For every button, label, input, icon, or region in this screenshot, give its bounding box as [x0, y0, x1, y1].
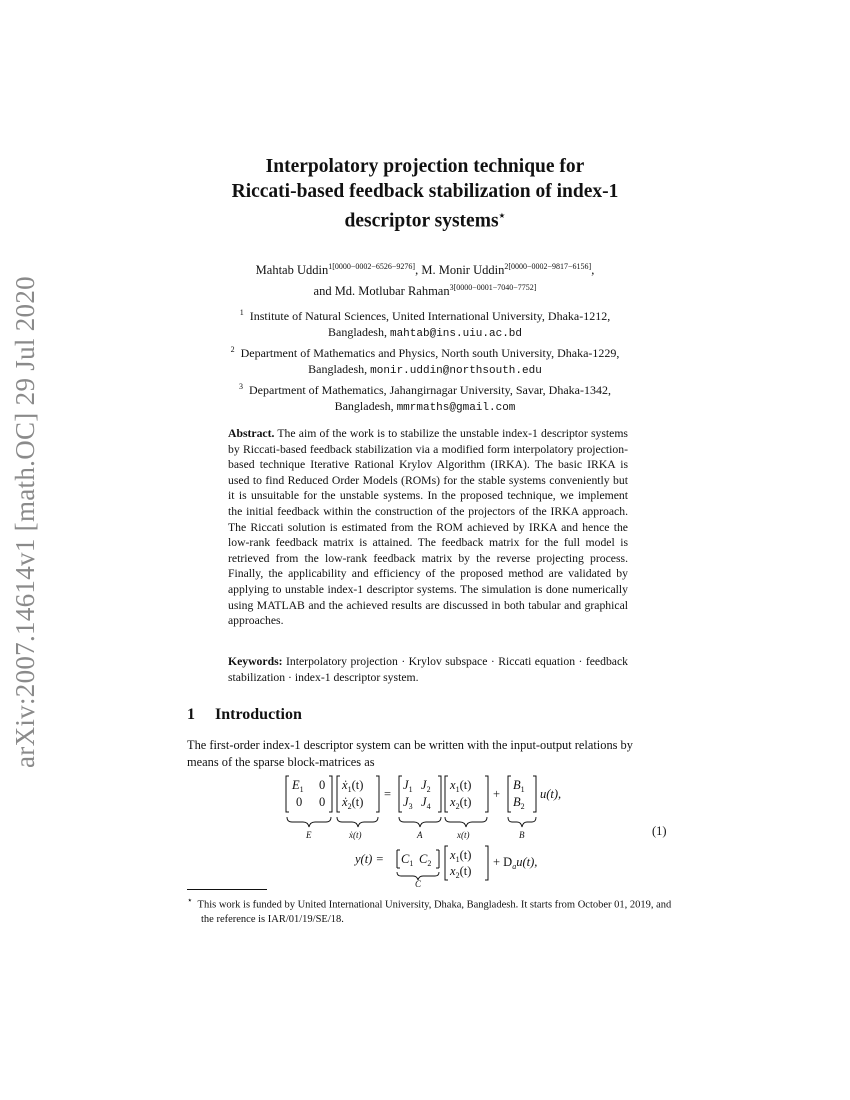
abstract-label: Abstract. [228, 427, 275, 440]
equation-1 [285, 772, 585, 887]
eq-J3: $J_3$ [403, 795, 413, 811]
eq-label-x: x(t) [457, 830, 470, 840]
keywords [228, 654, 628, 685]
affil-place: Bangladesh, [334, 399, 397, 413]
title-star: ⋆ [498, 210, 506, 222]
abstract-text: The aim of the work is to stabilize the unstable index-1 descriptor systems by Riccati-based feedback stabilization via a modified form interpolatory projection-based technique Iterative Rational Krylov Algorithm (IRKA). The basic IRKA is used to find Reduced Order Models (ROMs) for the stable systems conveniently but it is unsuitable for the unstable systems. In the proposed technique, we implement the initial feedback within the construction of the projectors of the IRKA approach. The Riccati solution is estimated from the ROM achieved by IRKA and hence the low-rank feedback matrix is attained. The feedback matrix for the full model is retrieved from the low-rank feedback matrix by the reverse projecting process. Finally, the applicability and efficiency of the proposed method are validated by applying to unstable index-1 descriptor systems. The simulation is done numerically using MATLAB and the achieved results are discussed in both tabular and graphical approaches. [228, 427, 628, 628]
eq-xdot1: ẋ$_1$(t) [342, 778, 364, 794]
eq-C2: $C_2$ [419, 852, 432, 868]
arxiv-id: arXiv:2007.14614v1 [math.OC] 29 Jul 2020 [10, 276, 40, 768]
abstract [228, 426, 628, 629]
affil-place: Bangladesh, [308, 362, 371, 376]
footnote-text: This work is funded by United International University, Dhaka, Bangladesh. It starts from October 01, 2019, and the reference is IAR/01/19/SE/18. [197, 899, 672, 925]
eq-label-xdot: ẋ(t) [349, 830, 362, 840]
keywords-label: Keywords: [228, 655, 283, 668]
eq-J2: $J_2$ [421, 778, 431, 794]
footnote-rule [187, 889, 267, 890]
affil-email: monir.uddin@northsouth.edu [370, 365, 542, 377]
author-line-2 [185, 279, 665, 300]
affil-place: Bangladesh, [327, 325, 390, 339]
affil-line: Institute of Natural Sciences, United International University, Dhaka-1212, [249, 309, 611, 323]
eq-B2: $B_2$ [513, 795, 525, 811]
affil-num: 1 [239, 308, 244, 317]
eq-yt: y(t) = [355, 852, 384, 866]
intro-paragraph: The first-order index-1 descriptor system can be written with the input-output relations by means of the sparse block-matrices as [187, 738, 633, 769]
author-list [185, 258, 665, 300]
section-number: 1 [187, 706, 195, 723]
eq-x2: $x_2(t)$ [450, 795, 472, 811]
eq-x1: $x_1(t)$ [450, 778, 472, 794]
title-line-3 [185, 204, 665, 234]
section-title: Introduction [215, 706, 302, 723]
eq-y-x2: $x_2(t)$ [450, 864, 472, 880]
eq-E21: 0 [296, 795, 303, 809]
title-line-1: Interpolatory projection technique for [265, 156, 585, 177]
eq-B1: $B_1$ [513, 778, 525, 794]
eq-plus: + [493, 787, 501, 801]
eq-equals: = [384, 787, 392, 801]
eq-E22: 0 [319, 795, 326, 809]
eq-ut: u(t), [540, 787, 562, 801]
eq-J4: $J_4$ [421, 795, 431, 811]
title-line-3-text: descriptor systems [344, 210, 499, 232]
affiliation [185, 342, 665, 379]
eq-E12: 0 [319, 778, 326, 792]
affil-line: Department of Mathematics and Physics, North south University, Dhaka-1229, [240, 346, 620, 360]
affil-line: Department of Mathematics, Jahangirnagar University, Savar, Dhaka-1342, [249, 383, 611, 397]
affil-email: mahtab@ins.uiu.ac.bd [389, 328, 523, 340]
eq-xdot2: ẋ$_2$(t) [342, 795, 364, 811]
equation-number: (1) [652, 824, 667, 838]
author-sep: , [591, 263, 595, 278]
author-3: and Md. Motlubar Rahman [313, 284, 450, 299]
eq-C1: $C_1$ [401, 852, 414, 868]
eq-D-term: + $D_au(t)$, [493, 855, 538, 871]
author-1: Mahtab Uddin [255, 263, 329, 278]
paper-title [185, 154, 665, 234]
affil-num: 2 [230, 345, 235, 354]
eq-label-A: A [417, 830, 423, 840]
footnote [187, 893, 681, 928]
eq-E11: $E_1$ [292, 778, 304, 794]
author-2-orcid: 2[0000−0002−9817−6156] [504, 262, 592, 271]
affiliation [185, 379, 665, 416]
eq-y-x1: $x_1(t)$ [450, 848, 472, 864]
eq-J1: $J_1$ [403, 778, 413, 794]
affiliations [185, 305, 665, 416]
affiliation [185, 305, 665, 342]
affil-email: mmrmaths@gmail.com [396, 402, 516, 414]
author-line-1 [185, 258, 665, 279]
author-1-orcid: 1[0000−0002−6526−9276] [328, 262, 416, 271]
author-2: , M. Monir Uddin [415, 263, 505, 278]
section-heading [187, 706, 302, 724]
footnote-mark: ⋆ [187, 895, 193, 905]
author-3-orcid: 3[0000−0001−7040−7752] [449, 283, 537, 293]
keywords-text: Interpolatory projection · Krylov subspace · Riccati equation · feedback stabilization · index-1 descriptor system. [228, 655, 629, 684]
eq-label-E: E [306, 830, 312, 840]
affil-num: 3 [239, 382, 244, 391]
eq-label-C: C [415, 879, 422, 887]
title-line-2: Riccati-based feedback stabilization of index-1 [231, 181, 619, 202]
eq-label-B: B [519, 830, 525, 840]
